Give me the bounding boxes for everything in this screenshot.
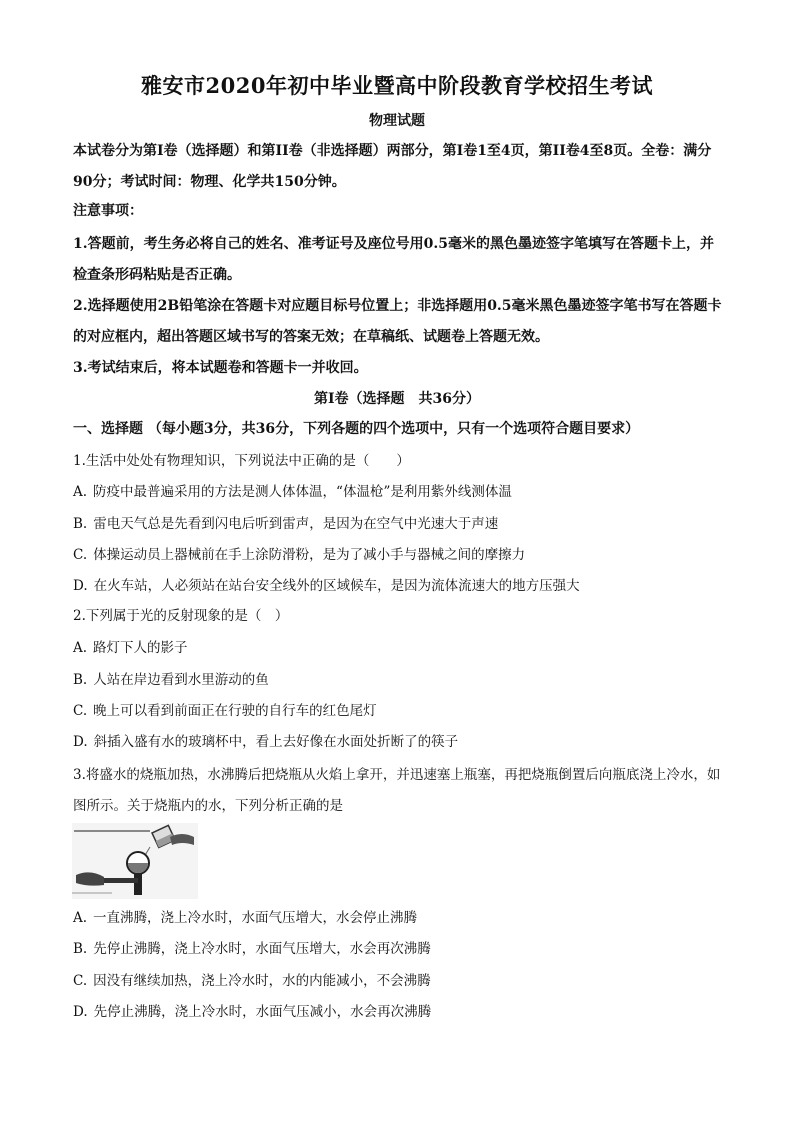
option-item xyxy=(73,638,188,658)
notice-item: 1.答题前，考生务必将自己的姓名、准考证号及座位号用0.5毫米的黑色墨迹签字笔填写在答题卡上，并检查条形码粘贴是否正确。 xyxy=(73,236,714,283)
option-letter: A. xyxy=(73,910,88,926)
option-text: 先停止沸腾，浇上冷水时，水面气压减小，水会再次沸腾 xyxy=(93,1004,432,1020)
option-text: 斜插入盛有水的玻璃杯中，看上去好像在水面处折断了的筷子 xyxy=(93,734,459,750)
option-text: 晚上可以看到前面正在行驶的自行车的红色尾灯 xyxy=(93,703,377,719)
flask-experiment-figure xyxy=(72,823,198,899)
option-item xyxy=(73,939,431,959)
page-subtitle: 物理试题 xyxy=(369,113,425,129)
option-letter: B. xyxy=(73,516,88,532)
notice-item: 3.考试结束后，将本试题卷和答题卡一并收回。 xyxy=(73,360,368,376)
option-item xyxy=(73,971,431,991)
option-item xyxy=(73,576,580,596)
option-text: 人站在岸边看到水里游动的鱼 xyxy=(93,672,269,688)
question-stem: 1.生活中处处有物理知识，下列说法中正确的是（ ） xyxy=(73,453,410,469)
option-text: 防疫中最普遍采用的方法是测人体体温，“体温枪”是利用紫外线测体温 xyxy=(93,484,512,500)
flask-neck xyxy=(134,873,142,895)
option-letter: C. xyxy=(73,547,88,563)
intro-paragraph: 本试卷分为第Ⅰ卷（选择题）和第II卷（非选择题）两部分，第Ⅰ卷1至4页，第II卷4至8页。全卷：满分90分；考试时间：物理、化学共150分钟。 xyxy=(73,143,712,190)
option-item xyxy=(73,514,498,534)
option-letter: B. xyxy=(73,941,88,957)
question-stem: 3.将盛水的烧瓶加热，水沸腾后把烧瓶从火焰上拿开，并迅速塞上瓶塞，再把烧瓶倒置后向瓶底浇上冷水，如图所示。关于烧瓶内的水，下列分析正确的是 xyxy=(73,767,721,814)
option-letter: D. xyxy=(73,1004,88,1020)
option-text: 一直沸腾，浇上冷水时，水面气压增大，水会停止沸腾 xyxy=(93,910,418,926)
part-heading: 一、选择题 （每小题3分，共36分，下列各题的四个选项中，只有一个选项符合题目要求） xyxy=(73,421,640,437)
notice-item: 2.选择题使用2B铅笔涂在答题卡对应题目标号位置上；非选择题用0.5毫米黑色墨迹签字笔书写在答题卡的对应框内，超出答题区域书写的答案无效；在草稿纸、试题卷上答题无效。 xyxy=(73,298,722,345)
option-item xyxy=(73,1002,431,1022)
option-text: 先停止沸腾，浇上冷水时，水面气压增大，水会再次沸腾 xyxy=(93,941,431,957)
option-letter: C. xyxy=(73,703,88,719)
option-text: 雷电天气总是先看到闪电后听到雷声，是因为在空气中光速大于声速 xyxy=(93,516,499,532)
option-item xyxy=(73,545,525,565)
notice-heading: 注意事项： xyxy=(73,203,143,219)
option-text: 因没有继续加热，浇上冷水时，水的内能减小，不会沸腾 xyxy=(93,973,431,989)
option-text: 路灯下人的影子 xyxy=(93,640,188,656)
option-item xyxy=(73,670,269,690)
page-title: 雅安市2020年初中毕业暨高中阶段教育学校招生考试 xyxy=(141,73,653,98)
section-heading: 第Ⅰ卷（选择题 共36分） xyxy=(313,391,481,407)
option-letter: C. xyxy=(73,973,88,989)
option-item xyxy=(73,701,377,721)
option-item xyxy=(73,732,458,752)
option-item xyxy=(73,908,417,928)
option-letter: A. xyxy=(73,640,88,656)
clamp-arm xyxy=(102,878,138,883)
option-item xyxy=(73,482,512,502)
option-text: 体操运动员上器械前在手上涂防滑粉，是为了减小手与器械之间的摩擦力 xyxy=(93,547,526,563)
option-text: 在火车站，人必须站在站台安全线外的区域候车，是因为流体流速大的地方压强大 xyxy=(93,578,580,594)
option-letter: B. xyxy=(73,672,88,688)
option-letter: A. xyxy=(73,484,88,500)
option-letter: D. xyxy=(73,734,88,750)
question-stem: 2.下列属于光的反射现象的是（ ） xyxy=(73,608,289,624)
option-letter: D. xyxy=(73,578,88,594)
